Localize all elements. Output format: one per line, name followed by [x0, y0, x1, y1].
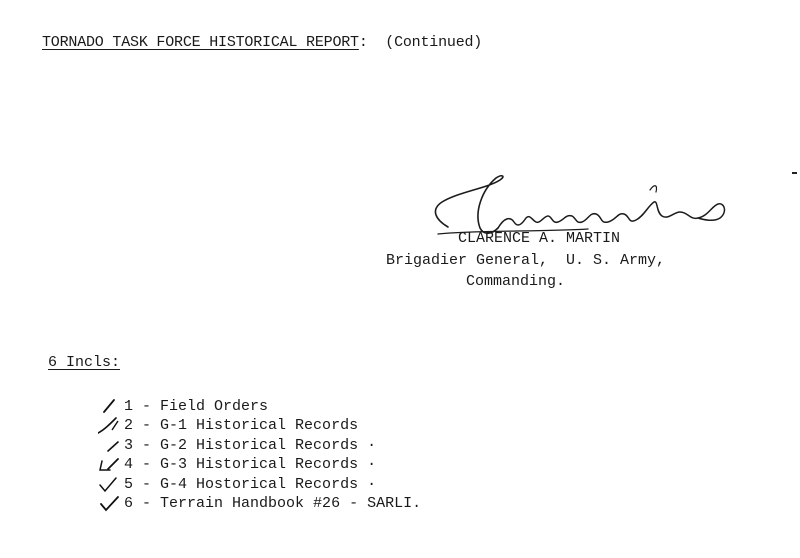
- list-item: [44, 455, 421, 493]
- report-title-colon: :: [358, 34, 368, 51]
- signatory-rank: Brigadier General, U. S. Army,: [386, 252, 666, 269]
- signatory-role: Commanding.: [466, 273, 566, 290]
- inclosure-number: 5: [124, 475, 134, 493]
- inclosure-text: - G-1 Historical Records: [133, 417, 359, 434]
- continued-label: (Continued): [385, 34, 483, 51]
- inclosure-text: - G-3 Historical Records ·: [133, 456, 377, 473]
- inclosures-label: 6 Incls:: [48, 354, 121, 371]
- inclosure-text: - Terrain Handbook #26 - SARLI.: [133, 495, 422, 512]
- inclosure-text: - G-4 Hostorical Records ·: [133, 475, 377, 493]
- report-header: [42, 34, 482, 51]
- list-item: [44, 377, 421, 415]
- inclosure-text: - G-2 Historical Records ·: [133, 436, 377, 454]
- signatory-name: CLARENCE A. MARTIN: [458, 230, 621, 247]
- inclosure-list: [44, 377, 422, 512]
- stray-mark: [792, 172, 797, 174]
- inclosure-text: - Field Orders: [133, 397, 269, 415]
- list-item: [44, 416, 421, 454]
- checkmark-icon: [98, 494, 124, 513]
- inclosure-number: 1: [124, 397, 134, 415]
- list-item: [44, 475, 422, 512]
- inclosure-number: 3: [124, 436, 134, 454]
- inclosure-number: 4: [124, 456, 134, 473]
- inclosure-number: 2: [124, 417, 134, 434]
- list-item: [44, 397, 421, 434]
- report-title: TORNADO TASK FORCE HISTORICAL REPORT: [42, 34, 359, 51]
- inclosure-number: 6: [124, 495, 134, 512]
- list-item: [44, 436, 421, 473]
